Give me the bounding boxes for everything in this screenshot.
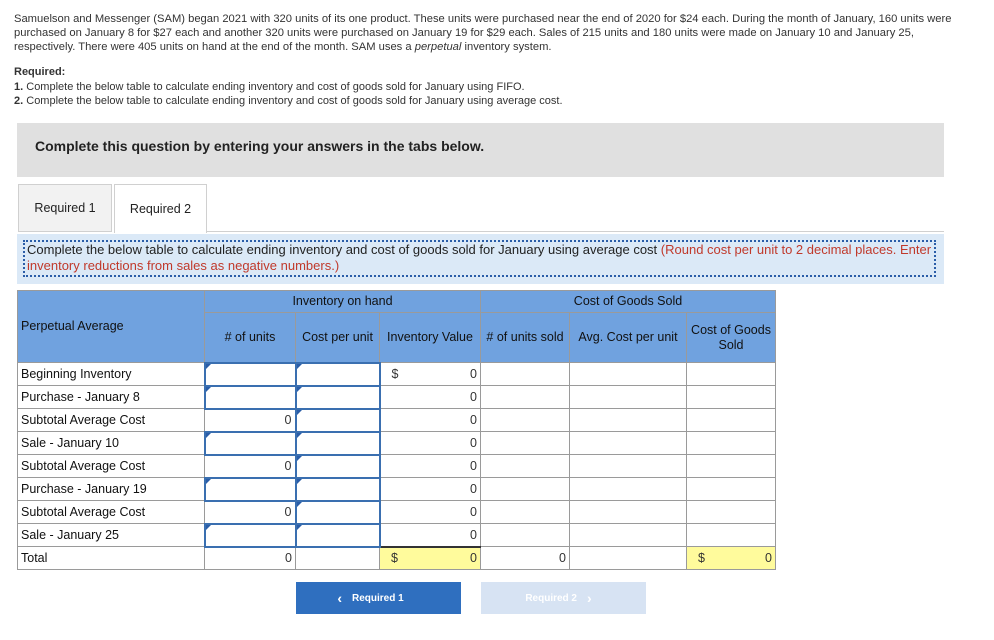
inventory-value-cell: 0 bbox=[380, 409, 481, 432]
instruction-text: Complete the below table to calculate ending inventory and cost of goods sold for January using average cost (Round cost per unit to 2 decimal places. Enter inventory reductions from sales as negative numbers.) bbox=[23, 240, 936, 277]
prev-button[interactable] bbox=[296, 582, 461, 614]
cost-per-unit-input[interactable] bbox=[296, 501, 380, 524]
inventory-value-cell: 0 bbox=[380, 501, 481, 524]
table-row bbox=[18, 524, 776, 547]
required-item-1: 1. Complete the below table to calculate ending inventory and cost of goods sold for January using FIFO. bbox=[14, 81, 525, 93]
units-sold-cell bbox=[481, 455, 570, 478]
inventory-value-cell: 0 bbox=[380, 478, 481, 501]
cost-per-unit-input[interactable] bbox=[296, 524, 380, 547]
total-inventory-value: $ 0 bbox=[380, 547, 481, 570]
instruction-note: (Round cost per unit to 2 decimal places. Enter inventory reductions from sales as negative numbers.) bbox=[27, 242, 932, 273]
inventory-value-cell: 0 bbox=[380, 524, 481, 547]
units-cell[interactable] bbox=[205, 478, 296, 501]
units-sold-cell bbox=[481, 478, 570, 501]
total-label: Total bbox=[18, 547, 205, 570]
instructions-banner bbox=[17, 123, 944, 177]
avg-cost-cell bbox=[570, 363, 687, 386]
inventory-value-cell: 0 bbox=[380, 455, 481, 478]
cost-per-unit-input[interactable] bbox=[296, 455, 380, 478]
group-inventory-header: Inventory on hand bbox=[205, 291, 481, 313]
table-row bbox=[18, 501, 776, 524]
table-row bbox=[18, 386, 776, 409]
cogs-cell bbox=[687, 409, 776, 432]
total-cost-cell bbox=[296, 547, 380, 570]
inventory-value-cell: $ 0 bbox=[380, 363, 481, 386]
tab-divider bbox=[207, 231, 944, 232]
inventory-value-cell: 0 bbox=[380, 432, 481, 455]
avg-cost-cell bbox=[570, 386, 687, 409]
cost-per-unit-input[interactable] bbox=[296, 386, 380, 409]
avg-cost-cell bbox=[570, 455, 687, 478]
required-item-2: 2. Complete the below table to calculate ending inventory and cost of goods sold for January using average cost. bbox=[14, 95, 563, 107]
required-heading: Required: bbox=[14, 66, 66, 78]
total-cogs: $ 0 bbox=[687, 547, 776, 570]
tab-required-2[interactable]: Required 2 bbox=[114, 184, 207, 233]
units-cell[interactable] bbox=[205, 386, 296, 409]
avg-cost-cell bbox=[570, 524, 687, 547]
units-cell: 0 bbox=[205, 409, 296, 432]
cogs-cell bbox=[687, 501, 776, 524]
row-label: Purchase - January 19 bbox=[18, 478, 205, 501]
prev-label: Required 1 bbox=[351, 592, 404, 604]
row-label: Subtotal Average Cost bbox=[18, 409, 205, 432]
units-sold-cell bbox=[481, 363, 570, 386]
cost-per-unit-input[interactable] bbox=[296, 409, 380, 432]
group-cogs-header: Cost of Goods Sold bbox=[481, 291, 776, 313]
col-value-header: Inventory Value bbox=[380, 313, 481, 363]
col-cogs-header: Cost of Goods Sold bbox=[687, 313, 776, 363]
units-sold-cell bbox=[481, 409, 570, 432]
cost-per-unit-input[interactable] bbox=[296, 363, 380, 386]
col-avg-header: Avg. Cost per unit bbox=[570, 313, 687, 363]
chevron-left-icon: ‹ bbox=[337, 590, 342, 606]
units-cell[interactable] bbox=[205, 363, 296, 386]
problem-text-2: inventory system. bbox=[461, 41, 552, 53]
banner-text: Complete this question by entering your answers in the tabs below. bbox=[35, 138, 485, 154]
table-row bbox=[18, 363, 776, 386]
units-sold-cell bbox=[481, 432, 570, 455]
row-label: Sale - January 25 bbox=[18, 524, 205, 547]
instruction-panel bbox=[17, 234, 944, 284]
col-sold-header: # of units sold bbox=[481, 313, 570, 363]
cogs-cell bbox=[687, 478, 776, 501]
problem-text-1: Samuelson and Messenger (SAM) began 2021 with 320 units of its one product. These units were purchased near the end of 2020 for $24 each. During the month of January, 160 units were purchased on January 8 for $27 each and another 320 units were purchased on January 19 for $29 each. Sales of 215 units and 180 units were made on January 10 and January 25, respectively. There were 405 units on hand at the end of the month. SAM uses a bbox=[14, 13, 952, 53]
cogs-cell bbox=[687, 455, 776, 478]
problem-text-italic: perpetual bbox=[414, 41, 462, 53]
cogs-cell bbox=[687, 386, 776, 409]
total-units-sold: 0 bbox=[481, 547, 570, 570]
cost-per-unit-input[interactable] bbox=[296, 432, 380, 455]
tab-required-1[interactable]: Required 1 bbox=[18, 184, 112, 232]
col-cost-header: Cost per unit bbox=[296, 313, 380, 363]
avg-cost-cell bbox=[570, 409, 687, 432]
perpetual-average-table bbox=[17, 290, 776, 570]
avg-cost-cell bbox=[570, 501, 687, 524]
next-button[interactable] bbox=[481, 582, 646, 614]
units-sold-cell bbox=[481, 386, 570, 409]
avg-cost-cell bbox=[570, 478, 687, 501]
chevron-right-icon: › bbox=[587, 590, 592, 606]
table-row bbox=[18, 409, 776, 432]
units-cell: 0 bbox=[205, 455, 296, 478]
total-units: 0 bbox=[205, 547, 296, 570]
cost-per-unit-input[interactable] bbox=[296, 478, 380, 501]
inventory-value-cell: 0 bbox=[380, 386, 481, 409]
row-label: Subtotal Average Cost bbox=[18, 501, 205, 524]
units-cell: 0 bbox=[205, 501, 296, 524]
cogs-cell bbox=[687, 524, 776, 547]
cogs-cell bbox=[687, 432, 776, 455]
required-list bbox=[14, 80, 563, 108]
units-sold-cell bbox=[481, 524, 570, 547]
table-row bbox=[18, 455, 776, 478]
row-header: Perpetual Average bbox=[18, 291, 205, 363]
total-row bbox=[18, 547, 776, 570]
next-label: Required 2 bbox=[525, 592, 577, 604]
row-label: Purchase - January 8 bbox=[18, 386, 205, 409]
row-label: Subtotal Average Cost bbox=[18, 455, 205, 478]
row-label: Beginning Inventory bbox=[18, 363, 205, 386]
avg-cost-cell bbox=[570, 432, 687, 455]
units-cell[interactable] bbox=[205, 524, 296, 547]
table-row bbox=[18, 432, 776, 455]
units-cell[interactable] bbox=[205, 432, 296, 455]
units-sold-cell bbox=[481, 501, 570, 524]
col-units-header: # of units bbox=[205, 313, 296, 363]
row-label: Sale - January 10 bbox=[18, 432, 205, 455]
total-avg-cell bbox=[570, 547, 687, 570]
cogs-cell bbox=[687, 363, 776, 386]
table-row bbox=[18, 478, 776, 501]
problem-statement bbox=[14, 12, 964, 54]
